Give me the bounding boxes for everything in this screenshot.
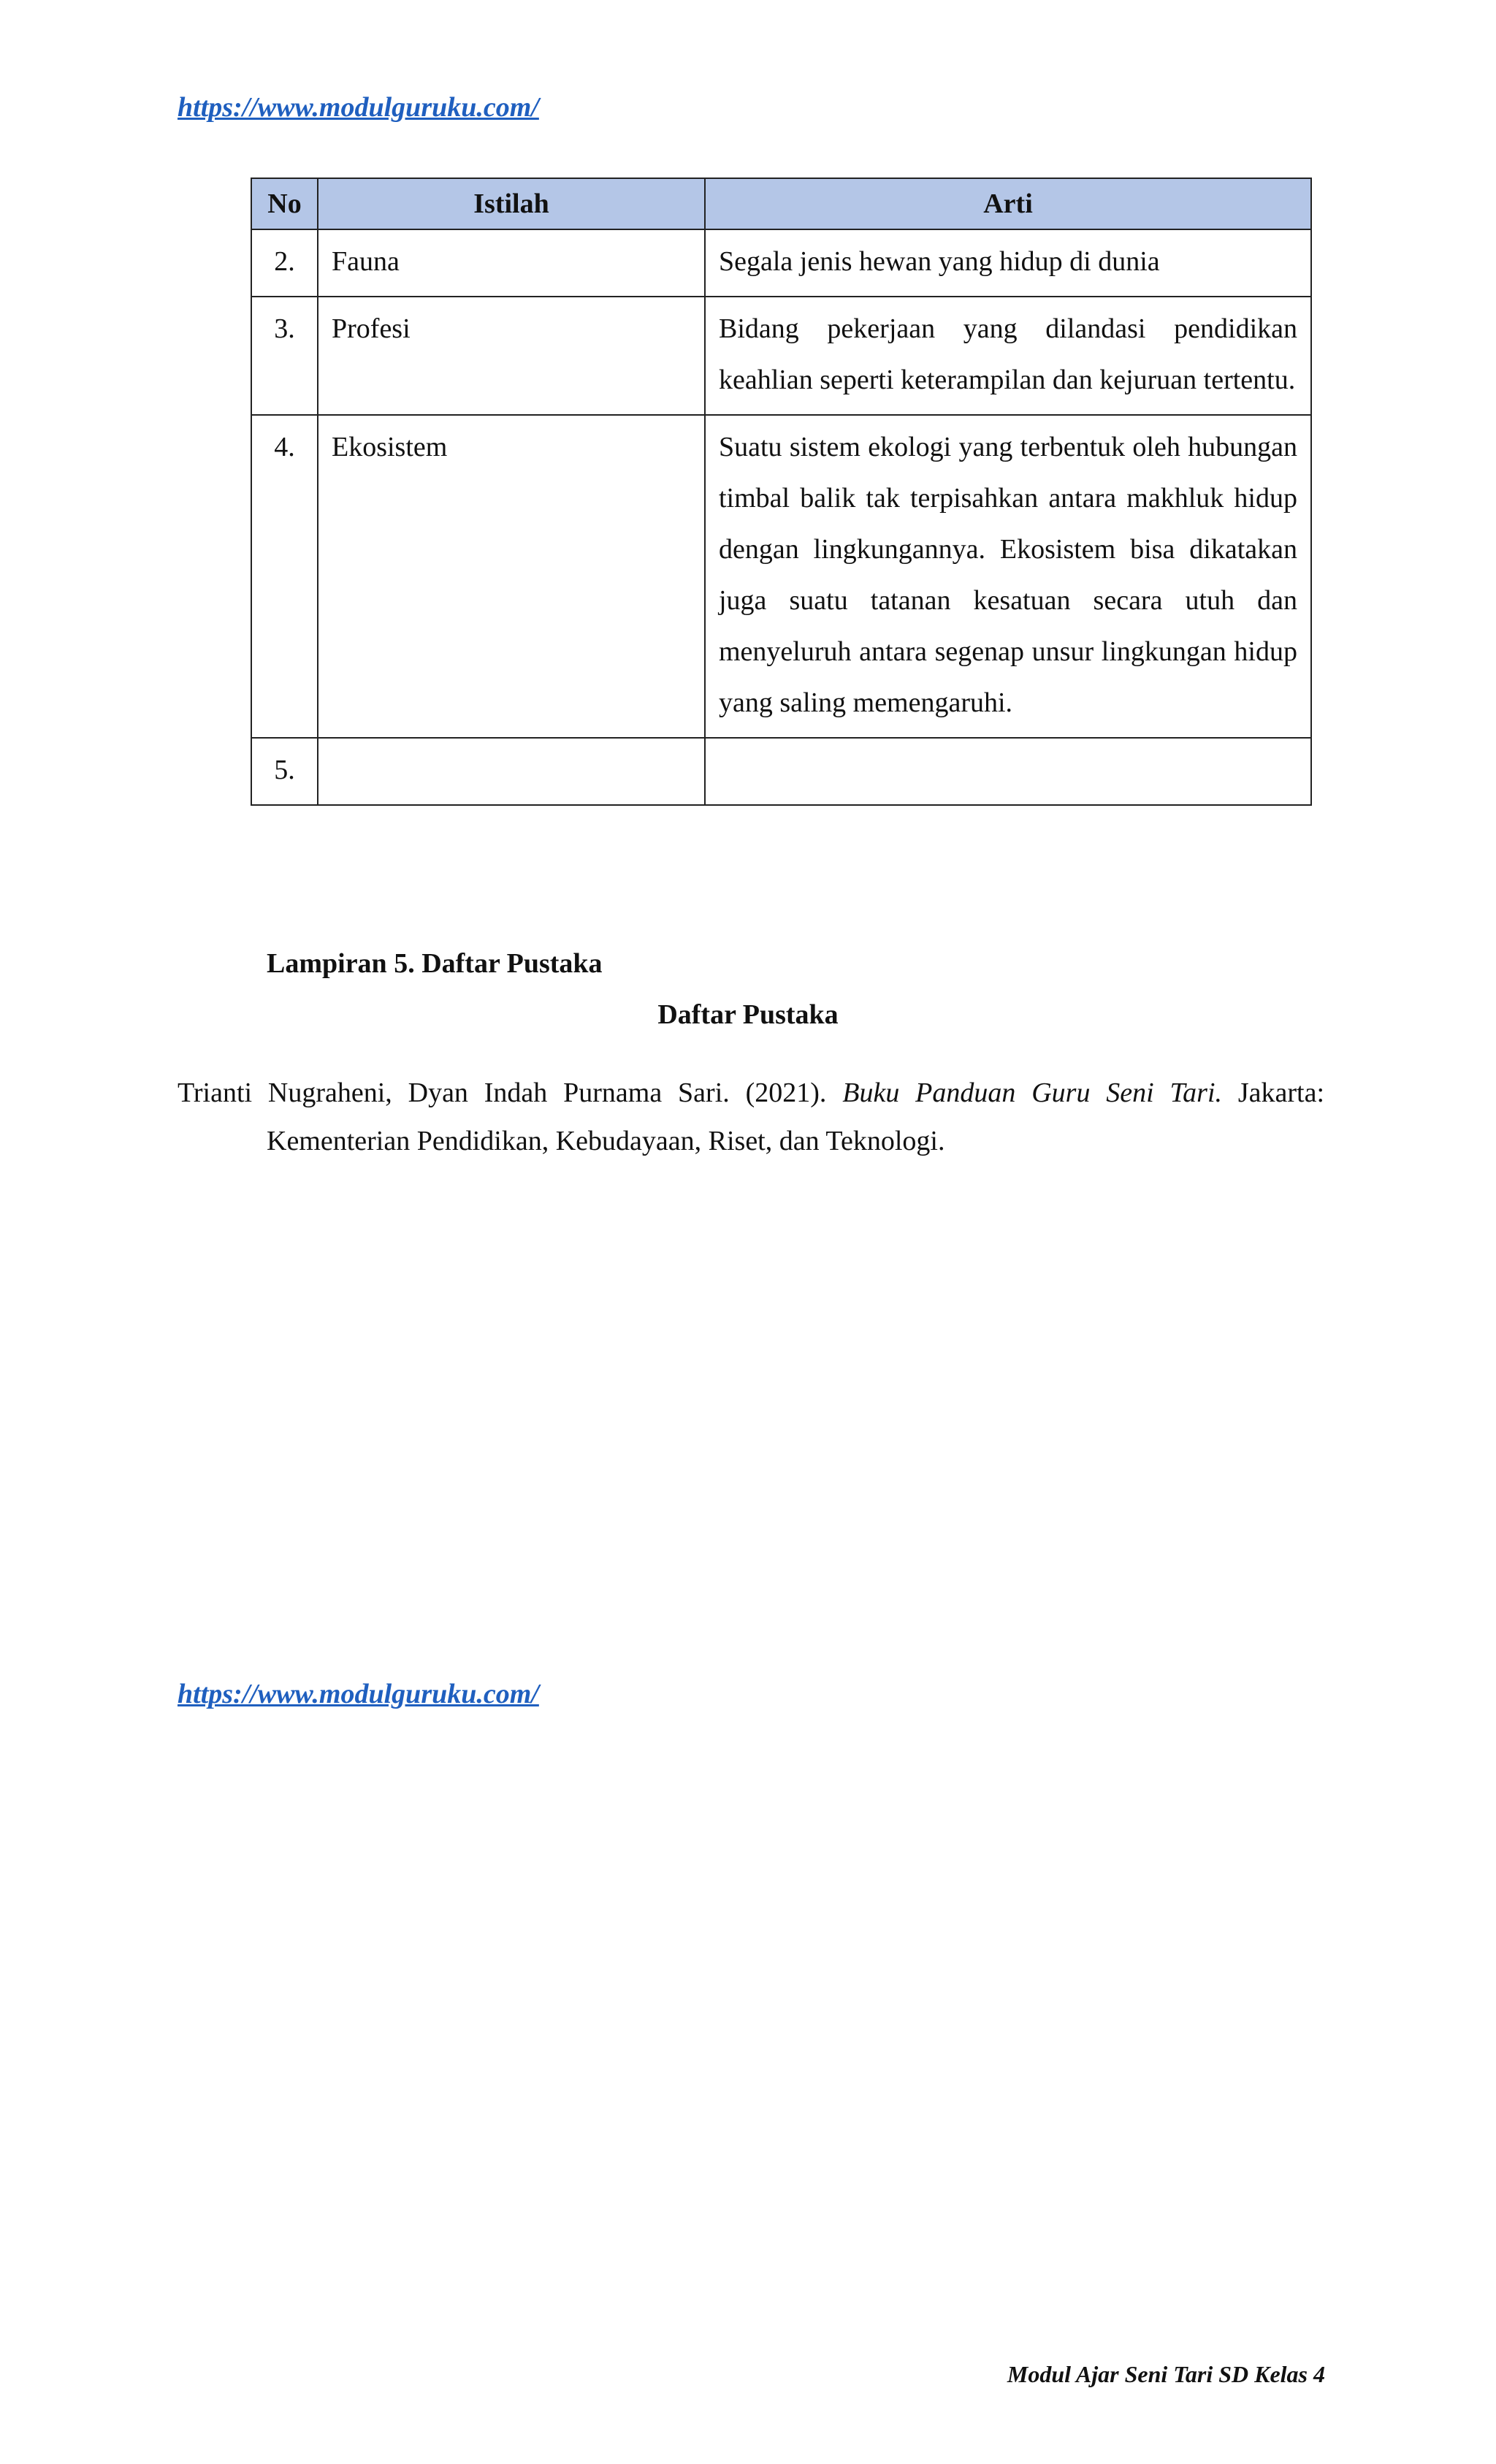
header-link[interactable]: https://www.modulguruku.com/ <box>178 92 539 123</box>
reference-entry <box>178 1069 1324 1165</box>
row-number: 2. <box>251 229 318 297</box>
table-row <box>251 415 1311 738</box>
table-header-row <box>251 178 1311 229</box>
reference-publisher: Jakarta: Kementerian Pendidikan, Kebudayaan, Riset, dan Teknologi. <box>267 1077 1325 1156</box>
appendix-heading: Lampiran 5. Daftar Pustaka <box>267 948 603 979</box>
row-term <box>318 738 705 805</box>
column-header-no: No <box>251 178 318 229</box>
footer-link[interactable]: https://www.modulguruku.com/ <box>178 1679 539 1709</box>
reference-book-title: Buku Panduan Guru Seni Tari. <box>842 1077 1223 1108</box>
row-meaning: Suatu sistem ekologi yang terbentuk oleh hubungan timbal balik tak terpisahkan antara makhluk hidup dengan lingkungannya. Ekosistem bisa dikatakan juga suatu tatanan kesatuan secara utuh dan menyeluruh antara segenap unsur lingkungan hidup yang saling memengaruhi. <box>705 415 1311 738</box>
table-row <box>251 297 1311 415</box>
row-number: 4. <box>251 415 318 738</box>
table-row <box>251 229 1311 297</box>
row-term: Profesi <box>318 297 705 415</box>
column-header-istilah: Istilah <box>318 178 705 229</box>
row-meaning: Bidang pekerjaan yang dilandasi pendidikan keahlian seperti keterampilan dan kejuruan tertentu. <box>705 297 1311 415</box>
table-row <box>251 738 1311 805</box>
page-footer: Modul Ajar Seni Tari SD Kelas 4 <box>1007 2361 1325 2387</box>
row-meaning: Segala jenis hewan yang hidup di dunia <box>705 229 1311 297</box>
row-number: 3. <box>251 297 318 415</box>
column-header-arti: Arti <box>705 178 1311 229</box>
row-meaning <box>705 738 1311 805</box>
reference-authors: Trianti Nugraheni, Dyan Indah Purnama Sari. (2021). <box>178 1077 827 1108</box>
bibliography-title: Daftar Pustaka <box>657 999 839 1030</box>
row-term: Ekosistem <box>318 415 705 738</box>
row-number: 5. <box>251 738 318 805</box>
row-term: Fauna <box>318 229 705 297</box>
glossary-table <box>251 178 1312 806</box>
